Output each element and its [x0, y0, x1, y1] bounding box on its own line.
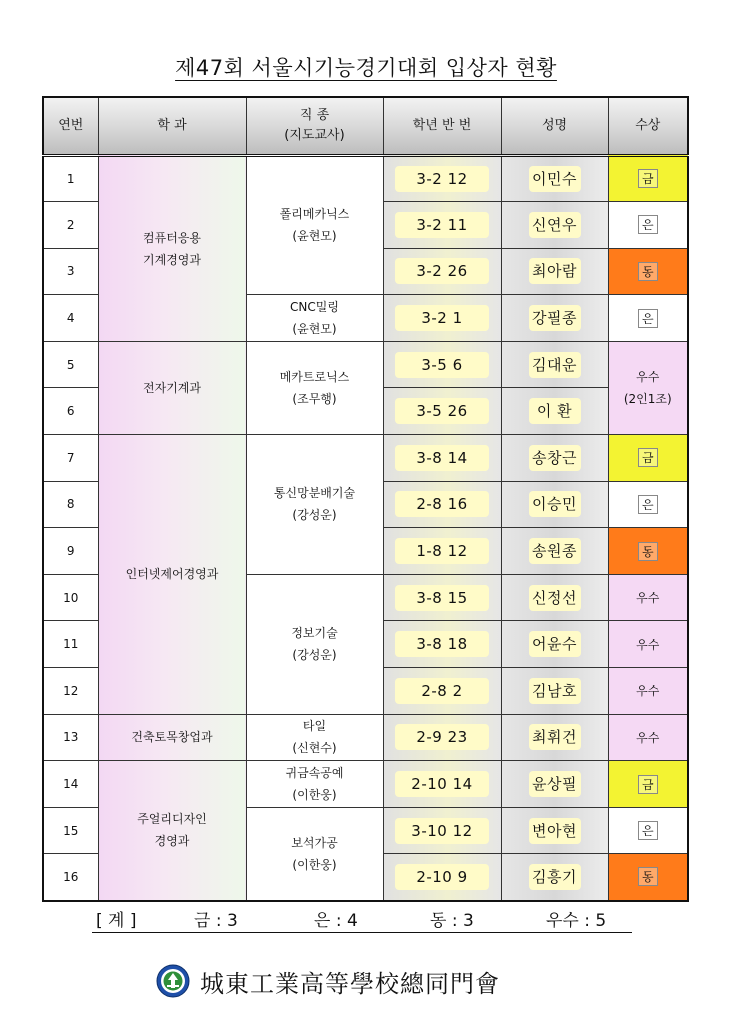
department-cell: 전자기계과 — [98, 341, 246, 434]
award-cell: 우수 — [608, 714, 688, 761]
school-emblem-icon — [156, 964, 190, 998]
class-cell: 2-8 16 — [383, 481, 501, 528]
class-cell: 3-10 12 — [383, 807, 501, 854]
class-cell: 3-2 26 — [383, 248, 501, 295]
row-number: 6 — [43, 388, 98, 435]
class-cell: 3-5 6 — [383, 341, 501, 388]
award-cell: 은 — [608, 481, 688, 528]
name-cell: 이 환 — [501, 388, 608, 435]
award-cell: 금 — [608, 761, 688, 808]
header-dept: 학 과 — [98, 97, 246, 155]
header-no: 연번 — [43, 97, 98, 155]
class-cell: 2-9 23 — [383, 714, 501, 761]
award-cell: 동 — [608, 854, 688, 901]
award-cell: 금 — [608, 435, 688, 482]
name-cell: 이승민 — [501, 481, 608, 528]
page-title: 제47회 서울시기능경기대회 입상자 현황 — [175, 56, 557, 80]
award-cell: 우수 — [608, 668, 688, 715]
job-cell: 보석가공 (이한웅) — [246, 807, 383, 900]
table-row — [43, 714, 688, 761]
award-cell: 동 — [608, 528, 688, 575]
class-cell: 3-2 11 — [383, 202, 501, 249]
award-summary — [92, 906, 632, 933]
award-cell: 은 — [608, 295, 688, 342]
job-cell: 귀금속공예 (이한웅) — [246, 761, 383, 808]
row-number: 1 — [43, 155, 98, 202]
class-cell: 3-5 26 — [383, 388, 501, 435]
class-cell: 2-10 14 — [383, 761, 501, 808]
award-cell: 동 — [608, 248, 688, 295]
name-cell: 어윤수 — [501, 621, 608, 668]
job-cell: 폴리메카닉스 (윤현모) — [246, 155, 383, 295]
name-cell: 최휘건 — [501, 714, 608, 761]
header-class: 학년 반 번 — [383, 97, 501, 155]
job-cell: 정보기술 (강성운) — [246, 574, 383, 714]
table-row — [43, 155, 688, 202]
class-cell: 3-8 14 — [383, 435, 501, 482]
name-cell: 송원종 — [501, 528, 608, 575]
name-cell: 신연우 — [501, 202, 608, 249]
row-number: 4 — [43, 295, 98, 342]
department-cell: 주얼리디자인 경영과 — [98, 761, 246, 901]
summary-merit: 우수 : 5 — [546, 911, 607, 931]
name-cell: 변아현 — [501, 807, 608, 854]
row-number: 3 — [43, 248, 98, 295]
award-cell: 금 — [608, 155, 688, 202]
name-cell: 강필종 — [501, 295, 608, 342]
summary-silver: 은 : 4 — [314, 911, 358, 931]
job-cell: 통신망분배기술 (강성운) — [246, 435, 383, 575]
row-number: 16 — [43, 854, 98, 901]
department-cell: 컴퓨터응용 기계경영과 — [98, 155, 246, 341]
name-cell: 김대운 — [501, 341, 608, 388]
job-cell: 메카트로닉스 (조무행) — [246, 341, 383, 434]
table-row — [43, 761, 688, 808]
name-cell: 송창근 — [501, 435, 608, 482]
name-cell: 최아람 — [501, 248, 608, 295]
row-number: 13 — [43, 714, 98, 761]
summary-bronze: 동 : 3 — [430, 911, 474, 931]
awards-table — [42, 96, 689, 902]
table-row — [43, 435, 688, 482]
row-number: 11 — [43, 621, 98, 668]
class-cell: 2-8 2 — [383, 668, 501, 715]
header-name: 성명 — [501, 97, 608, 155]
name-cell: 신정선 — [501, 574, 608, 621]
name-cell: 윤상필 — [501, 761, 608, 808]
group-award-cell: 우수 (2인1조) — [608, 341, 688, 434]
row-number: 5 — [43, 341, 98, 388]
class-cell: 3-8 15 — [383, 574, 501, 621]
header-award: 수상 — [608, 97, 688, 155]
name-cell: 김남호 — [501, 668, 608, 715]
row-number: 8 — [43, 481, 98, 528]
award-cell: 우수 — [608, 574, 688, 621]
row-number: 2 — [43, 202, 98, 249]
row-number: 14 — [43, 761, 98, 808]
row-number: 12 — [43, 668, 98, 715]
class-cell: 1-8 12 — [383, 528, 501, 575]
class-cell: 3-2 1 — [383, 295, 501, 342]
summary-gold: 금 : 3 — [194, 911, 238, 931]
class-cell: 3-2 12 — [383, 155, 501, 202]
school-name: 城東工業高等學校總同門會 — [200, 970, 500, 998]
table-row — [43, 341, 688, 388]
row-number: 7 — [43, 435, 98, 482]
name-cell: 김흥기 — [501, 854, 608, 901]
job-cell: 타일 (신현수) — [246, 714, 383, 761]
row-number: 15 — [43, 807, 98, 854]
job-cell: CNC밀링 (윤현모) — [246, 295, 383, 342]
row-number: 10 — [43, 574, 98, 621]
award-cell: 은 — [608, 202, 688, 249]
class-cell: 3-8 18 — [383, 621, 501, 668]
summary-label: [ 계 ] — [96, 911, 137, 931]
award-cell: 은 — [608, 807, 688, 854]
row-number: 9 — [43, 528, 98, 575]
name-cell: 이민수 — [501, 155, 608, 202]
header-job: 직 종 (지도교사) — [246, 97, 383, 155]
award-cell: 우수 — [608, 621, 688, 668]
class-cell: 2-10 9 — [383, 854, 501, 901]
footer — [0, 962, 732, 1002]
department-cell: 건축토목창업과 — [98, 714, 246, 761]
department-cell: 인터넷제어경영과 — [98, 435, 246, 715]
header-row — [43, 97, 688, 155]
